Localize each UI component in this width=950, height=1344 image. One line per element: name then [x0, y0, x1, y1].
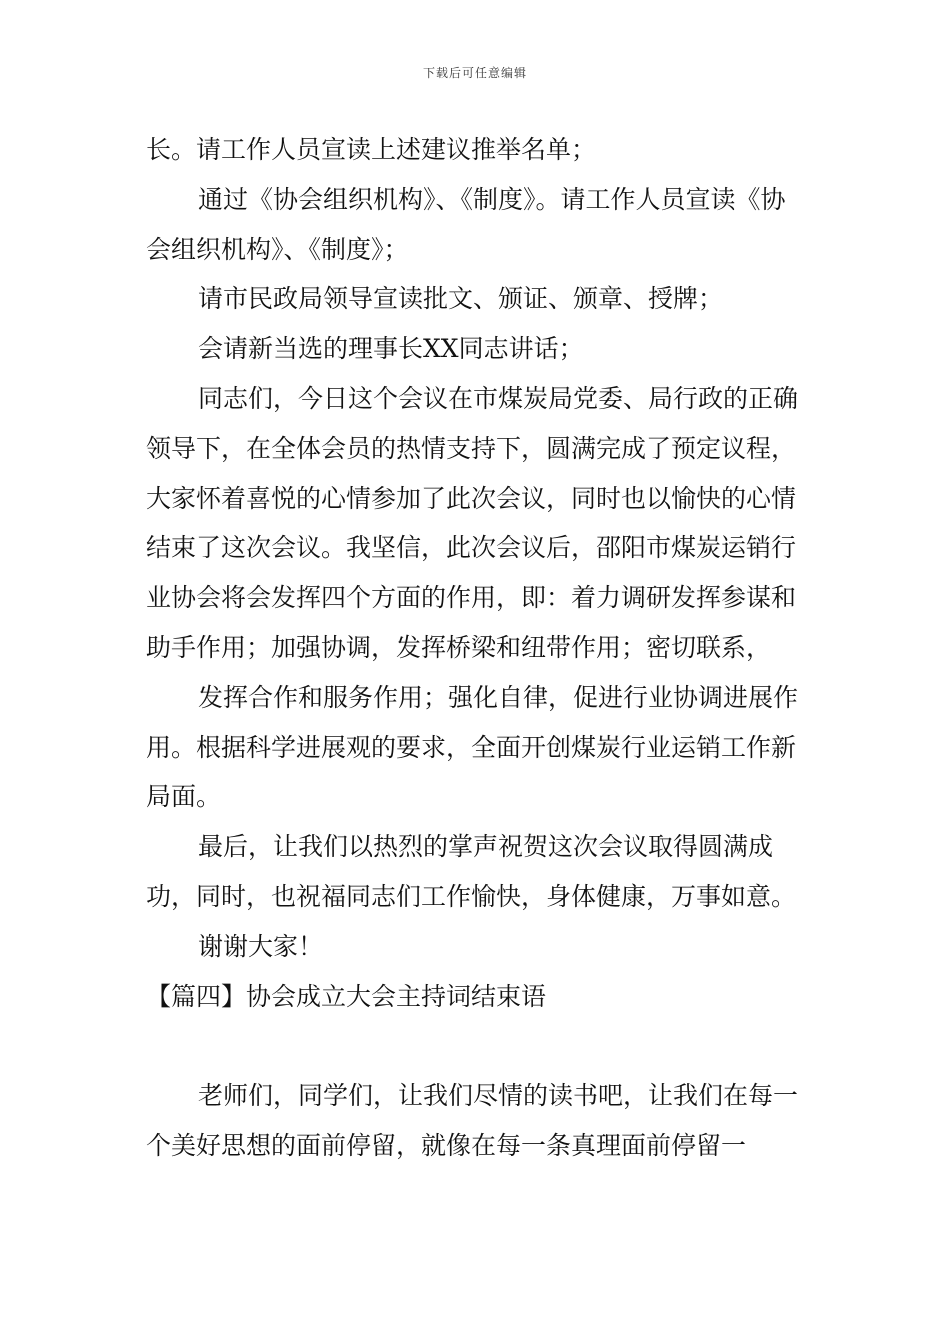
paragraph: 老师们，同学们，让我们尽情的读书吧，让我们在每一个美好思想的面前停留，就像在每一条真理面前停留一	[146, 1081, 799, 1160]
paragraph: 请市民政局领导宣读批文、颁证、颁章、授牌；	[198, 284, 724, 314]
paragraph: 最后，让我们以热烈的掌声祝贺这次会议取得圆满成功，同时，也祝福同志们工作愉快，身体健康，万事如意。	[146, 832, 797, 911]
document-body	[146, 125, 810, 1171]
paragraph: 同志们，今日这个会议在市煤炭局党委、局行政的正确领导下，在全体会员的热情支持下，圆满完成了预定议程，大家怀着喜悦的心情参加了此次会议，同时也以愉快的心情结束了这次会议。我坚信，此次会议后，邵阳市煤炭运销行业协会将会发挥四个方面的作用，即：着力调研发挥参谋和助手作用；加强协调，发挥桥梁和纽带作用；密切联系，	[146, 383, 799, 662]
paragraph: 会请新当选的理事长XX同志讲话；	[198, 334, 584, 364]
blank-line	[146, 1021, 810, 1071]
paragraph: 发挥合作和服务作用；强化自律，促进行业协调进展作用。根据科学进展观的要求，全面开创煤炭行业运销工作新局面。	[146, 682, 799, 812]
paragraph: 通过《协会组织机构》、《制度》。请工作人员宣读《协会组织机构》、《制度》；	[146, 184, 786, 264]
page-header: 下载后可任意编辑	[422, 66, 527, 80]
paragraph: 长。请工作人员宣读上述建议推举名单；	[146, 135, 597, 164]
section-heading: 【篇四】协会成立大会主持词结束语	[146, 981, 547, 1011]
paragraph: 谢谢大家！	[198, 931, 324, 961]
